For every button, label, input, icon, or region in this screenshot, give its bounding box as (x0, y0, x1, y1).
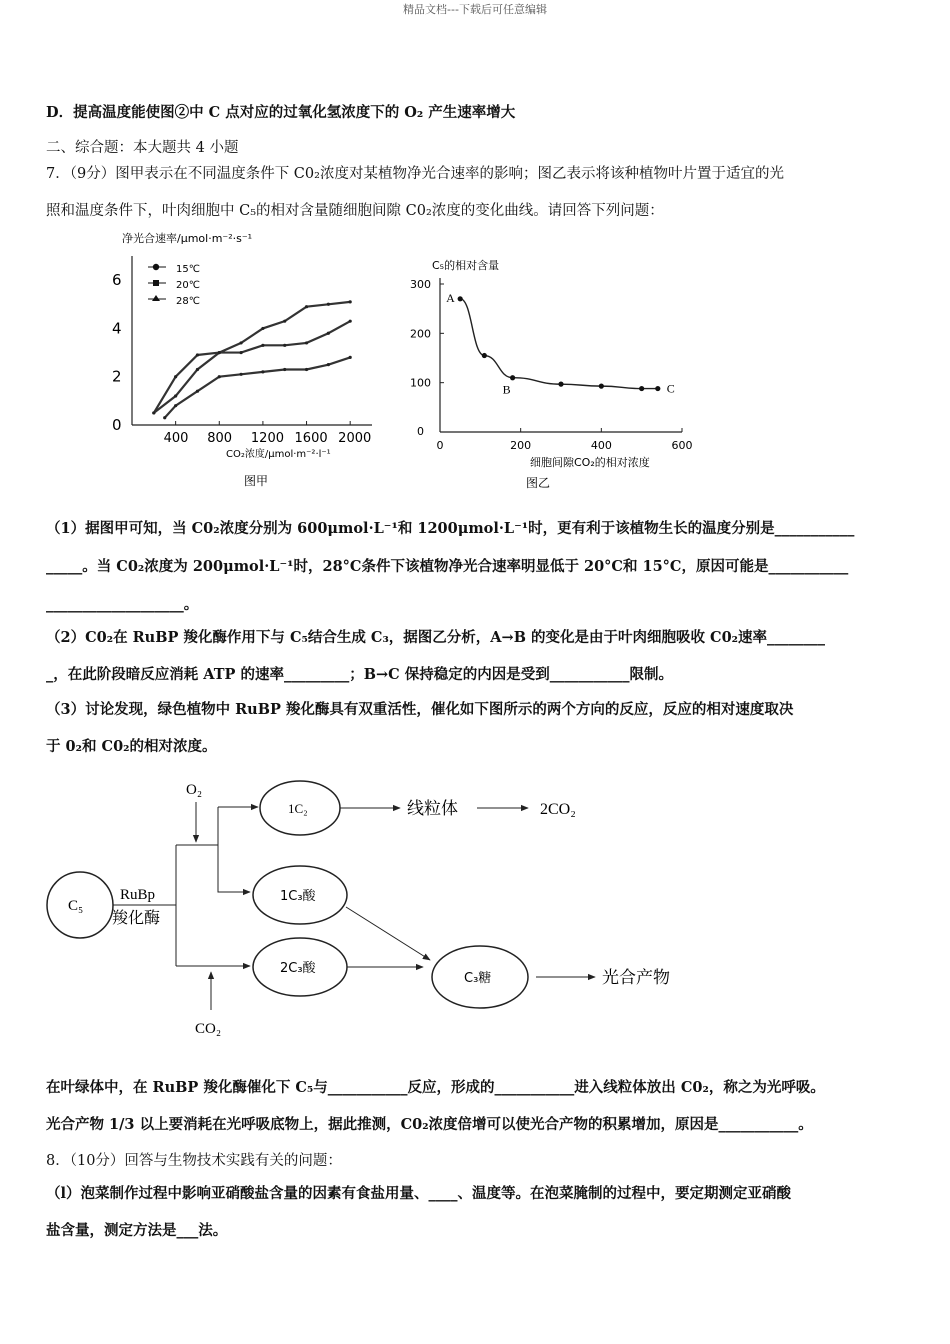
q2-line-2: _，在此阶段暗反应消耗 ATP 的速率_________；B→C 保持稳定的内因是受到___________限制。 (46, 666, 673, 683)
chart-jia-data-point (196, 390, 199, 393)
chart-yi-data-point (558, 382, 563, 387)
chart-jia-xtick-label: 1600 (294, 431, 328, 446)
chart-jia-data-point (261, 370, 264, 373)
chart-yi (400, 252, 693, 494)
chart-jia-data-point (327, 332, 330, 335)
chart-jia-data-point (283, 320, 286, 323)
chart-jia-xtick-label: 800 (207, 431, 233, 446)
chart-jia-data-point (327, 303, 330, 306)
chart-yi-ytick-label: 300 (410, 278, 431, 291)
chart-yi-series-line (460, 299, 658, 389)
q3-line-2: 于 0₂和 C0₂的相对浓度。 (46, 738, 217, 755)
chart-yi-point-label-a: A (446, 290, 455, 305)
chart-yi-data-point (655, 386, 660, 391)
chart-yi-xtick-label: 600 (671, 439, 693, 452)
q2-line-1: （2）C0₂在 RuBP 羧化酶作用下与 C₅结合生成 C₃，据图乙分析，A→B 的变化是由于叶肉细胞吸收 C0₂速率________ (46, 629, 826, 646)
chart-jia-data-point (305, 305, 308, 308)
page-header: 精品文档---下载后可任意编辑 (403, 3, 547, 16)
chart-jia-data-point (218, 375, 221, 378)
photosynthesis-product-label: 光合产物 (602, 968, 670, 988)
q8-part1-line-2: 盐含量，测定方法是___法。 (46, 1222, 228, 1239)
chart-jia-data-point (283, 344, 286, 347)
chart-yi-point-label-c: C (666, 381, 675, 396)
chart-jia-data-point (174, 404, 177, 407)
chart-yi-xtick-label: 200 (510, 439, 532, 452)
legend-20: 20℃ (176, 280, 200, 291)
chart-jia-data-point (327, 363, 330, 366)
chart-yi-data-point (599, 384, 604, 389)
chart-jia-data-point (239, 351, 242, 354)
c3-acid-1-label: 1C₃酸 (280, 889, 316, 904)
mitochondria-label: 线粒体 (407, 799, 458, 819)
chart-jia-data-point (218, 351, 221, 354)
chart-jia-series-line (165, 357, 350, 417)
chart-jia-data-point (261, 344, 264, 347)
chart-jia-data-point (349, 356, 352, 359)
chart-jia-legend (148, 264, 200, 307)
q3-line-1: （3）讨论发现，绿色植物中 RuBP 羧化酶具有双重活性，催化如下图所示的两个方向的反应，反应的相对速度取决 (46, 701, 794, 718)
chart-yi-ytick-label: 100 (410, 376, 431, 390)
option-d: D．提高温度能使图②中 C 点对应的过氧化氢浓度下的 O₂ 产生速率增大 (46, 104, 516, 121)
chart-jia-xtick-label: 400 (163, 431, 189, 446)
chart-yi-caption: 图乙 (526, 476, 551, 490)
chart-yi-data-point (639, 386, 644, 391)
chart-jia-ytick-label: 2 (112, 367, 122, 386)
chart-jia-xlabel: CO₂浓度/μmol·m⁻²·l⁻¹ (226, 449, 331, 460)
chart-yi-xlabel: 细胞间隙CO₂的相对浓度 (530, 456, 650, 469)
chart-yi-data-point (458, 296, 463, 301)
chart-yi-origin-label: 0 (417, 425, 424, 438)
chart-jia-data-point (305, 368, 308, 371)
chart-jia-xtick-label: 2000 (338, 431, 372, 446)
chart-jia-data-point (174, 375, 177, 378)
chart-jia-data-point (196, 368, 199, 371)
o2-label: O₂ (186, 782, 203, 798)
chart-jia-data-point (283, 368, 286, 371)
photorespiration-line-2: 光合产物 1/3 以上要消耗在光呼吸底物上，据此推测，C0₂浓度倍增可以使光合产物的积累增加，原因是___________。 (46, 1116, 813, 1133)
photorespiration-line-1: 在叶绿体中，在 RuBP 羧化酶催化下 C₅与___________反应，形成的___________进入线粒体放出 C0₂，称之为光呼吸。 (46, 1079, 825, 1096)
chart-jia (110, 228, 380, 493)
c2-label: 1C₂ (288, 801, 308, 816)
q1-line-2: _____。当 C0₂浓度为 200μmol·L⁻¹时，28°C条件下该植物净光合速率明显低于 20°C和 15°C，原因可能是___________ (46, 558, 849, 575)
c5-label: C₅ (68, 898, 84, 914)
c3-sugar-label: C₃糖 (464, 971, 492, 986)
chart-yi-data-point (510, 375, 515, 380)
chart-jia-caption: 图甲 (244, 474, 269, 488)
q1-line-3: ___________________。 (46, 596, 199, 613)
question-7-stem-1: 7．（9分）图甲表示在不同温度条件下 C0₂浓度对某植物净光合速率的影响；图乙表示将该种植物叶片置于适宜的光 (46, 166, 784, 182)
legend-15: 15℃ (176, 264, 200, 275)
chart-yi-ylabel: C₅的相对含量 (432, 259, 500, 272)
c3-acid-2-label: 2C₃酸 (280, 961, 316, 976)
chart-jia-ytick-label: 6 (112, 271, 122, 290)
chart-jia-ylabel: 净光合速率/μmol·m⁻²·s⁻¹ (122, 232, 253, 245)
enzyme-top-label: RuBp (120, 887, 156, 903)
chart-yi-data-point (482, 353, 487, 358)
chart-jia-ytick-label: 0 (112, 416, 122, 434)
co2-label: CO₂ (195, 1021, 222, 1037)
rubp-pathway-diagram (40, 770, 700, 1045)
chart-yi-ytick-label: 200 (410, 327, 431, 341)
section-heading: 二、综合题：本大题共 4 小题 (46, 140, 239, 156)
legend-28: 28℃ (176, 296, 200, 307)
chart-jia-data-point (174, 394, 177, 397)
chart-jia-ytick-label: 4 (112, 319, 122, 338)
chart-jia-data-point (163, 416, 166, 419)
chart-yi-point-label-b: B (502, 382, 511, 397)
chart-jia-data-point (349, 300, 352, 303)
chart-jia-data-point (152, 411, 155, 414)
chart-jia-data-point (196, 353, 199, 356)
chart-yi-xtick-label: 0 (436, 439, 444, 452)
out-co2-label: 2CO₂ (540, 801, 576, 818)
q8-part1-line-1: （l）泡菜制作过程中影响亚硝酸盐含量的因素有食盐用量、____、温度等。在泡菜腌制的过程中，要定期测定亚硝酸 (46, 1185, 792, 1202)
enzyme-bottom-label: 羧化酶 (112, 908, 161, 927)
question-8-stem: 8．（10分）回答与生物技术实践有关的问题： (46, 1153, 342, 1169)
chart-jia-data-point (305, 341, 308, 344)
chart-jia-data-point (239, 341, 242, 344)
chart-jia-xtick-label: 1200 (250, 431, 285, 446)
chart-jia-data-point (239, 373, 242, 376)
chart-jia-data-point (261, 327, 264, 330)
chart-jia-data-point (349, 320, 352, 323)
chart-yi-xtick-label: 400 (590, 439, 612, 452)
q1-line-1: （1）据图甲可知，当 C0₂浓度分别为 600μmol·L⁻¹和 1200μmol·L⁻¹时，更有利于该植物生长的温度分别是___________ (46, 520, 855, 537)
question-7-stem-2: 照和温度条件下，叶肉细胞中 C₅的相对含量随细胞间隙 C0₂浓度的变化曲线。请回答下列问题： (46, 203, 664, 219)
chart-jia-series-line (154, 302, 350, 413)
